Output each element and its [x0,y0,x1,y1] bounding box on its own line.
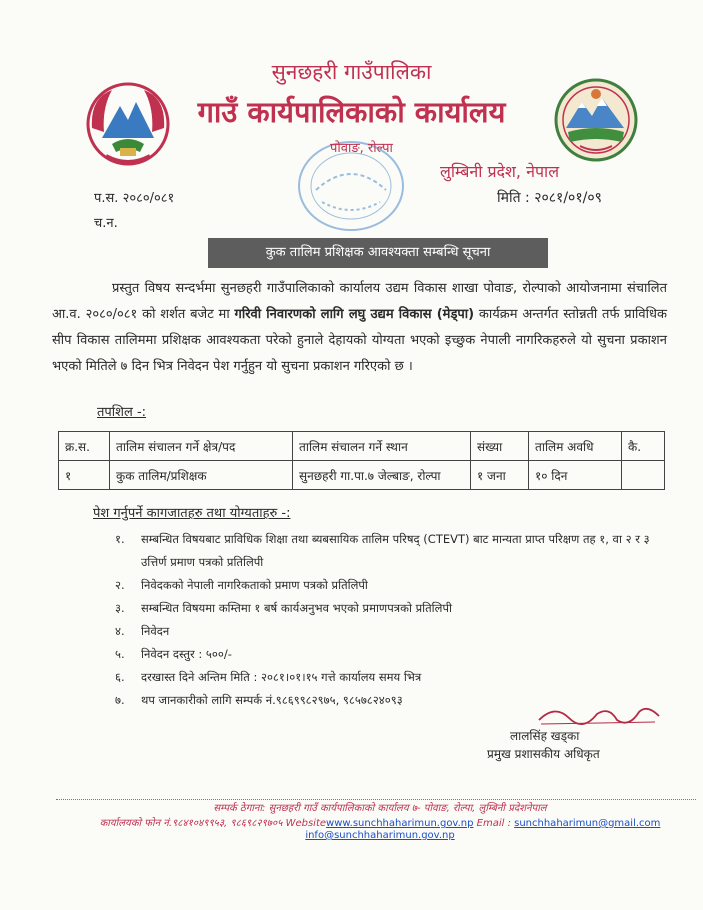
details-label: तपशिल -: [97,405,147,420]
documents-heading: पेश गर्नुपर्ने कागजातहरु तथा योग्यताहरु -: [93,506,291,521]
col-header-duration: तालिम अवधि [529,432,622,461]
cell-location: सुनछहरी गा.पा.७ जेल्बाङ, रोल्पा [293,461,471,490]
footer-address: सम्पर्क ठेगाना: सुनछहरी गाउँ कार्यपालिकाको कार्यालय ७- पोवाङ, रोल्पा, लुम्बिनी प्रदेशनेपाल [213,803,547,814]
list-item [115,597,675,620]
website-link[interactable]: www.sunchhaharimun.gov.np [326,818,474,829]
table-row [59,461,665,490]
col-header-count: संख्या [471,432,529,461]
item-number: ६. [115,670,125,684]
item-number: ५. [115,647,125,661]
office-place: पोवाङ, रोल्पा [330,141,393,156]
item-text: निवेदकको नेपाली नागरिकताको प्रमाण पत्रको प्रतिलिपी [141,578,368,592]
signatory-name: लालसिंह खड्का [510,729,580,743]
cell-duration: १० दिन [529,461,622,490]
signatory-post: प्रमुख प्रशासकीय अधिकृत [487,747,600,761]
list-item [115,643,675,666]
cell-remarks [622,461,665,490]
program-name: गरिवी निवारणको लागि लघु उद्यम विकास (मेड्पा) [234,307,475,322]
item-number: २. [115,578,125,592]
signature-mark [535,700,665,730]
province: लुम्बिनी प्रदेश, नेपाल [440,162,560,181]
footer-contact [60,815,700,829]
item-number: ३. [115,601,125,615]
notice-body [52,276,667,380]
item-number: ४. [115,624,125,638]
item-text: सम्बन्धित विषयमा कम्तिमा १ बर्ष कार्यअनुभव भएको प्रमाणपत्रको प्रतिलिपी [141,601,452,615]
col-header-location: तालिम संचालन गर्ने स्थान [293,432,471,461]
dispatch-number: च.न. [94,216,118,231]
cell-area: कुक तालिम/प्रशिक्षक [110,461,293,490]
notice-body-part-b: कार्यक्रम अन्तर्गत स्तोन्नती तर्फ प्राविधिक सीप विकास तालिममा प्रशिक्षक आवश्यकता परेको हुनाले देहायको योग्यता भएको इच्छुक नेपाली नागरिकहरुले यो सुचना प्रकाशन भएको मितिले ७ दिन भित्र निवेदन पेश गर्नुहुन यो सुचना प्रकाशन गरिएको छ । [52,307,667,374]
email-label: Email : [476,818,511,829]
footer-email [60,830,700,841]
list-item [115,666,675,689]
cell-sn: १ [59,461,110,490]
email-link-2[interactable]: info@sunchhaharimun.gov.np [305,830,455,841]
email-link[interactable]: sunchhaharimun@gmail.com [514,818,661,829]
list-item [115,620,675,643]
documents-list [115,528,675,712]
item-text: दरखास्त दिने अन्तिम मिति : २०८१।०१।१५ गत्ते कार्यालय समय भित्र [141,670,422,684]
reference-number: प.स. २०८०/०८१ [94,191,175,206]
training-table [58,431,665,490]
item-text: निवेदन [141,624,170,638]
item-text: सम्बन्धित विषयबाट प्राविधिक शिक्षा तथा ब्यबसायिक तालिम परिषद् (CTEVT) बाट मान्यता प्राप्त परिक्षण तह १, वा २ र ३ उत्तिर्ण प्रमाण पत्रको प्रतिलिपी [141,532,650,569]
notice-body-part-a: प्रस्तुत विषय सन्दर्भमा सुनछहरी गाउँपालिकाको कार्यालय उद्यम विकास शाखा पोवाङ, रोल्पाको आयोजनामा संचालित आ.व. २०८०/०८१ को शर्शत बजेट मा [52,281,667,322]
org-name: सुनछहरी गाउँपालिका [271,60,432,84]
item-number: ७. [115,693,125,707]
list-item [115,574,675,597]
list-item [115,528,675,574]
cell-count: १ जना [471,461,529,490]
issue-date: मिति : २०८१/०१/०९ [497,190,602,206]
item-text: थप जानकारीको लागि सम्पर्क नं.९८६९९८२९७५, ९८५७८२४०९३ [141,693,403,707]
col-header-sn: क्र.स. [59,432,110,461]
office-name: गाउँ कार्यपालिकाको कार्यालय [197,95,506,129]
col-header-remarks: कै. [622,432,665,461]
item-text: निवेदन दस्तुर : ५००/- [141,647,232,661]
item-number: १. [115,532,125,546]
footer-phone: कार्यालयको फोन नं.९८४१०४९९५३, ९८६९८२९७०५ Website [99,818,327,829]
col-header-area: तालिम संचालन गर्ने क्षेत्र/पद [110,432,293,461]
table-header-row [59,432,665,461]
notice-title: कुक तालिम प्रशिक्षक आवश्यक्ता सम्बन्धि सूचना [208,238,548,268]
